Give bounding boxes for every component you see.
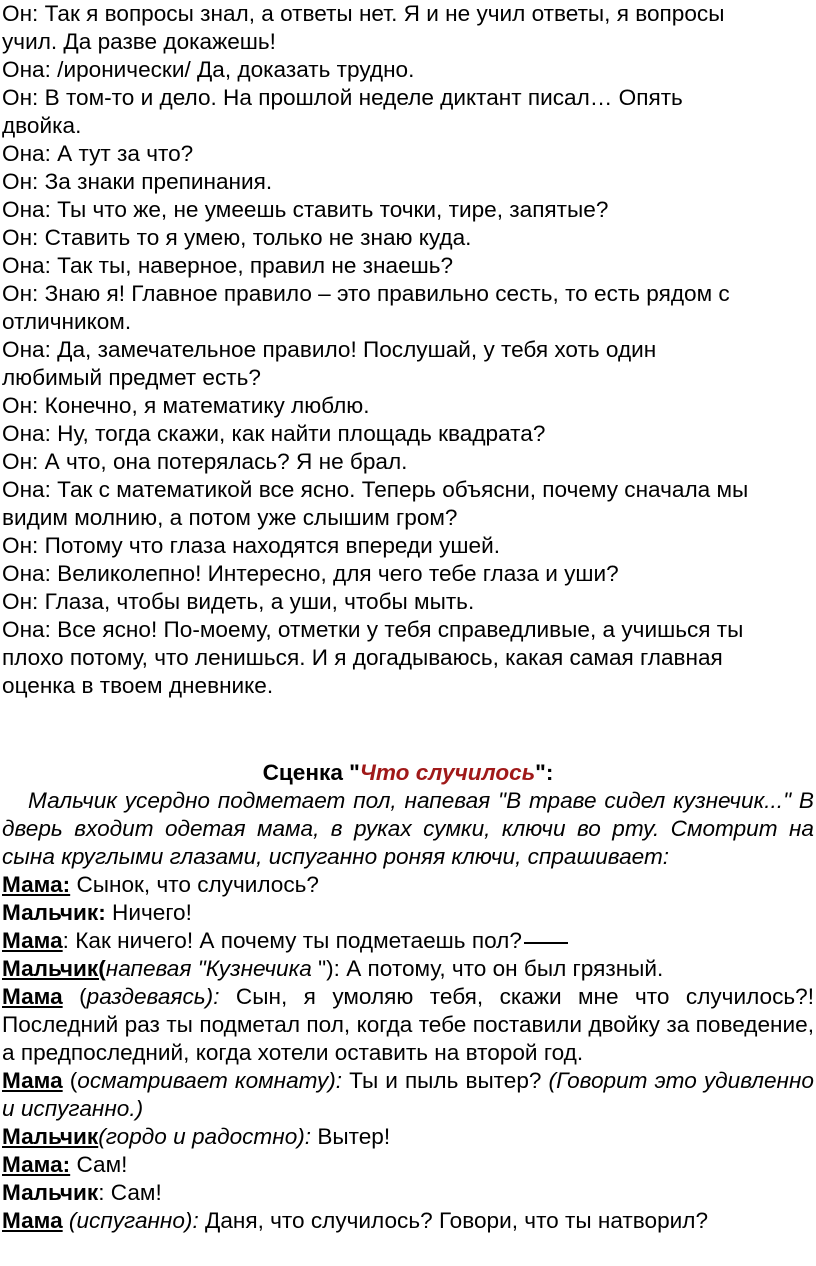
dialogue-line: Он: В том-то и дело. На прошлой неделе диктант писал… Опять	[2, 85, 683, 110]
dialogue-line: видим молнию, а потом уже слышим гром?	[2, 505, 458, 530]
blank-underline	[524, 942, 568, 944]
speech-text: Ничего!	[105, 900, 192, 925]
dialogue-line: Она: Так ты, наверное, правил не знаешь?	[2, 253, 454, 278]
stage-note: (испуганно):	[62, 1208, 199, 1233]
speaker-name: Мама:	[2, 1152, 71, 1177]
speech-text: "): А потому, что он был грязный.	[311, 956, 664, 981]
dialogue-line: плохо потому, что ленишься. И я догадываюсь, какая самая главная	[2, 645, 723, 670]
script-line	[2, 983, 814, 1067]
dialogue-line: Он: А что, она потерялась? Я не брал.	[2, 449, 408, 474]
dialogue-line: Она: Так с математикой все ясно. Теперь объясни, почему сначала мы	[2, 477, 749, 502]
speech-text: Сам!	[70, 1152, 128, 1177]
dialogue-line: Он: Потому что глаза находятся впереди ушей.	[2, 533, 500, 558]
speech-text: Сынок, что случилось?	[70, 872, 320, 897]
script-line	[2, 1207, 814, 1235]
script-line	[2, 899, 814, 927]
paren-open: (	[62, 984, 87, 1009]
speaker-name: Мама	[2, 1208, 63, 1233]
speech-text: Сын, я умоляю тебя, скажи мне что случилось?! Последний раз ты подметал пол, когда тебе поставили двойку за поведение, а предпоследний, когда хотели оставить на второй год.	[2, 984, 814, 1065]
speaker-name: Мама	[2, 984, 63, 1009]
dialogue-line: Она: Ты что же, не умеешь ставить точки, тире, запятые?	[2, 197, 609, 222]
script-line	[2, 1151, 814, 1179]
script-line	[2, 1067, 814, 1123]
speaker-name: Мальчик(	[2, 956, 106, 981]
speech-text: Даня, что случилось? Говори, что ты натворил?	[198, 1208, 709, 1233]
scene-section	[2, 759, 814, 1235]
dialogue-line: Он: Ставить то я умею, только не знаю куда.	[2, 225, 472, 250]
dialogue-line: Он: Конечно, я математику люблю.	[2, 393, 370, 418]
speaker-name: Мама:	[2, 872, 71, 897]
document-page	[2, 0, 814, 1235]
speech-text: Ты и пыль вытер?	[342, 1068, 549, 1093]
stage-direction-text: Мальчик усердно подметает пол, напевая "В траве сидел кузнечик..." В дверь входит одетая мама, в руках сумки, ключи во рту. Смотрит на сына круглыми глазами, испуганно роняя ключи, спрашивает:	[2, 788, 814, 869]
speaker-name: Мальчик	[2, 1124, 99, 1149]
speaker-name: Мама	[2, 928, 63, 953]
speech-text: Вытер!	[311, 1124, 391, 1149]
speech-text: : Как ничего! А почему ты подметаешь пол?	[62, 928, 522, 953]
script-line	[2, 927, 814, 955]
stage-note: (гордо и радостно):	[98, 1124, 312, 1149]
dialogue-line: Он: Знаю я! Главное правило – это правильно сесть, то есть рядом с	[2, 281, 730, 306]
dialogue-line: любимый предмет есть?	[2, 365, 261, 390]
scene-title-name: Что случилось	[359, 760, 536, 785]
speaker-name: Мама	[2, 1068, 63, 1093]
stage-note: напевая "Кузнечика	[105, 956, 312, 981]
speech-text: : Сам!	[98, 1180, 162, 1205]
script-line	[2, 1123, 814, 1151]
script-line	[2, 871, 814, 899]
stage-note: осматривает комнату):	[77, 1068, 343, 1093]
section-spacer	[2, 700, 814, 756]
stage-direction	[2, 787, 814, 871]
dialogue-line: Он: За знаки препинания.	[2, 169, 273, 194]
script-line	[2, 1179, 814, 1207]
dialogue-line: двойка.	[2, 113, 82, 138]
scene-title-suffix: ":	[535, 760, 554, 785]
stage-note: (Говорит это удивленно и испуганно.)	[2, 1068, 814, 1121]
dialogue-line: учил. Да разве докажешь!	[2, 29, 276, 54]
scene-title-prefix: Сценка "	[262, 760, 360, 785]
dialogue-line: Он: Глаза, чтобы видеть, а уши, чтобы мыть.	[2, 589, 475, 614]
dialogue-line: Она: /иронически/ Да, доказать трудно.	[2, 57, 415, 82]
speaker-name: Мальчик:	[2, 900, 106, 925]
dialogue-line: Она: Все ясно! По-моему, отметки у тебя справедливые, а учишься ты	[2, 617, 744, 642]
dialogue-line: оценка в твоем дневнике.	[2, 673, 274, 698]
dialogue-line: Он: Так я вопросы знал, а ответы нет. Я и не учил ответы, я вопросы	[2, 1, 725, 26]
script-line	[2, 955, 814, 983]
stage-note: раздеваясь):	[86, 984, 220, 1009]
paren-open: (	[62, 1068, 78, 1093]
dialogue-line: Она: Да, замечательное правило! Послушай, у тебя хоть один	[2, 337, 657, 362]
dialogue-line: Она: А тут за что?	[2, 141, 194, 166]
dialogue-line: Она: Ну, тогда скажи, как найти площадь квадрата?	[2, 421, 546, 446]
dialogue-line: отличником.	[2, 309, 132, 334]
dialogue-line: Она: Великолепно! Интересно, для чего тебе глаза и уши?	[2, 561, 619, 586]
speaker-name: Мальчик	[2, 1180, 99, 1205]
scene-title	[2, 759, 814, 787]
dialogue-section	[2, 0, 814, 700]
